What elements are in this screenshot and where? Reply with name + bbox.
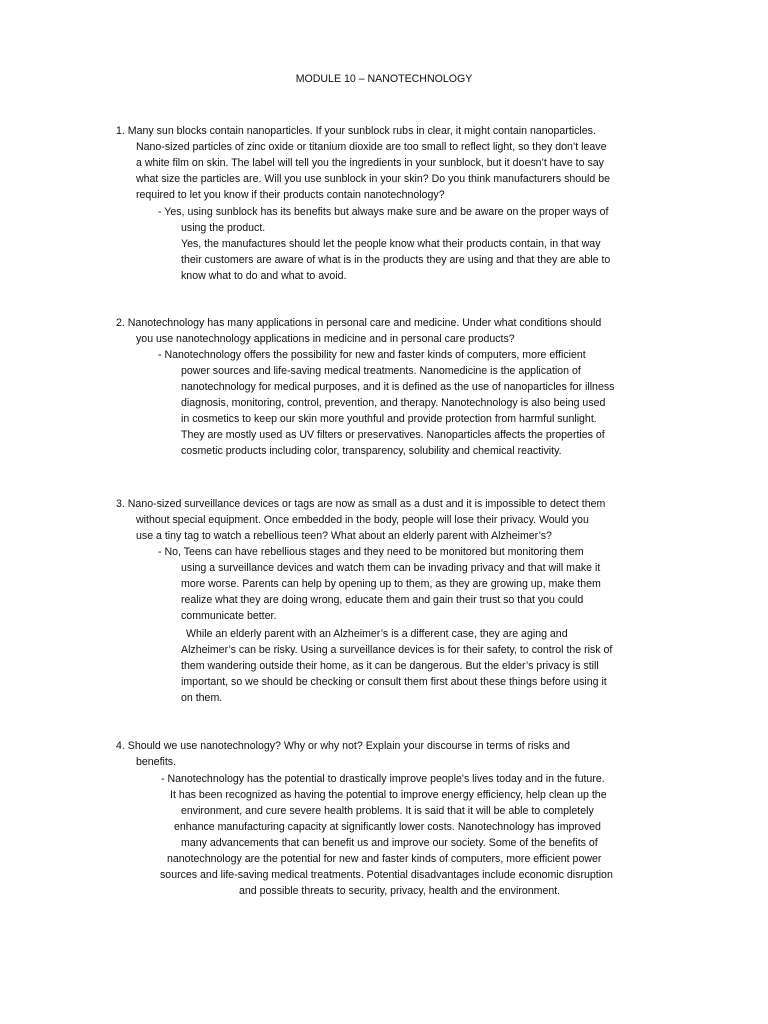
question-line: without special equipment. Once embedded in the body, people will lose their privacy. Would you — [136, 514, 589, 526]
question-line: you use nanotechnology applications in medicine and in personal care products? — [136, 333, 515, 345]
answer-line: - Nanotechnology offers the possibility for new and faster kinds of computers, more efficient — [158, 349, 586, 361]
answer-line: nanotechnology are the potential for new and faster kinds of computers, more efficient power — [167, 853, 602, 865]
answer-line: - Nanotechnology has the potential to drastically improve people's lives today and in the future. — [161, 773, 605, 785]
question-line: what size the particles are. Will you use sunblock in your skin? Do you think manufacturers should be — [136, 173, 611, 185]
answer-line: know what to do and what to avoid. — [181, 270, 347, 282]
answer-line: their customers are aware of what is in the products they are using and that they are able to — [181, 254, 611, 266]
answer-line: They are mostly used as UV filters or preservatives. Nanoparticles affects the properties of — [181, 429, 605, 441]
answer-line: important, so we should be checking or consult them first about these things before using it — [181, 676, 607, 688]
question-line: Nano-sized particles of zinc oxide or titanium dioxide are too small to reflect light, so they don’t leave — [136, 141, 607, 153]
answer-line: many advancements that can benefit us and improve our society. Some of the benefits of — [181, 837, 598, 849]
answer-line: While an elderly parent with an Alzheimer’s is a different case, they are aging and — [186, 628, 568, 640]
question-line: 4. Should we use nanotechnology? Why or why not? Explain your discourse in terms of risks and — [116, 740, 571, 752]
answer-line: them wandering outside their home, as it can be dangerous. But the elder’s privacy is still — [181, 660, 599, 672]
question-line: use a tiny tag to watch a rebellious teen? What about an elderly parent with Alzheimer’s? — [136, 530, 552, 542]
answer-line: It has been recognized as having the potential to improve energy efficiency, help clean up the — [170, 789, 607, 801]
answer-line: environment, and cure severe health problems. It is said that it will be able to completely — [181, 805, 594, 817]
answer-line: using a surveillance devices and watch them can be invading privacy and that will make it — [181, 562, 601, 574]
answer-line: sources and life-saving medical treatments. Potential disadvantages include economic disruption — [160, 869, 613, 881]
answer-line: on them. — [181, 692, 223, 704]
question-line: 1. Many sun blocks contain nanoparticles. If your sunblock rubs in clear, it might contain nanoparticles. — [116, 125, 596, 137]
question-line: required to let you know if their products contain nanotechnology? — [136, 189, 445, 201]
answer-line: - Yes, using sunblock has its benefits but always make sure and be aware on the proper ways of — [158, 206, 609, 218]
answer-line: diagnosis, monitoring, control, prevention, and therapy. Nanotechnology is also being used — [181, 397, 606, 409]
answer-line: and possible threats to security, privacy, health and the environment. — [239, 885, 561, 897]
question-line: 2. Nanotechnology has many applications in personal care and medicine. Under what conditions should — [116, 317, 602, 329]
answer-line: cosmetic products including color, transparency, solubility and chemical reactivity. — [181, 445, 562, 457]
answer-line: enhance manufacturing capacity at significantly lower costs. Nanotechnology has improved — [174, 821, 601, 833]
answer-line: Alzheimer’s can be risky. Using a surveillance devices is for their safety, to control the risk of — [181, 644, 613, 656]
question-line: 3. Nano-sized surveillance devices or tags are now as small as a dust and it is impossible to detect them — [116, 498, 606, 510]
answer-line: nanotechnology for medical purposes, and it is defined as the use of nanoparticles for illness — [181, 381, 615, 393]
answer-line: more worse. Parents can help by opening up to them, as they are growing up, make them — [181, 578, 601, 590]
answer-line: - No, Teens can have rebellious stages and they need to be monitored but monitoring them — [158, 546, 584, 558]
answer-line: realize what they are doing wrong, educate them and gain their trust so that you could — [181, 594, 584, 606]
question-line: a white film on skin. The label will tell you the ingredients in your sunblock, but it doesn’t have to say — [136, 157, 604, 169]
page-title: MODULE 10 – NANOTECHNOLOGY — [295, 73, 473, 85]
answer-line: in cosmetics to keep our skin more youthful and provide protection from harmful sunlight. — [181, 413, 597, 425]
answer-line: Yes, the manufactures should let the people know what their products contain, in that way — [181, 238, 601, 250]
question-line: benefits. — [136, 756, 177, 768]
answer-line: using the product. — [181, 222, 266, 234]
answer-line: power sources and life-saving medical treatments. Nanomedicine is the application of — [181, 365, 581, 377]
answer-line: communicate better. — [181, 610, 277, 622]
